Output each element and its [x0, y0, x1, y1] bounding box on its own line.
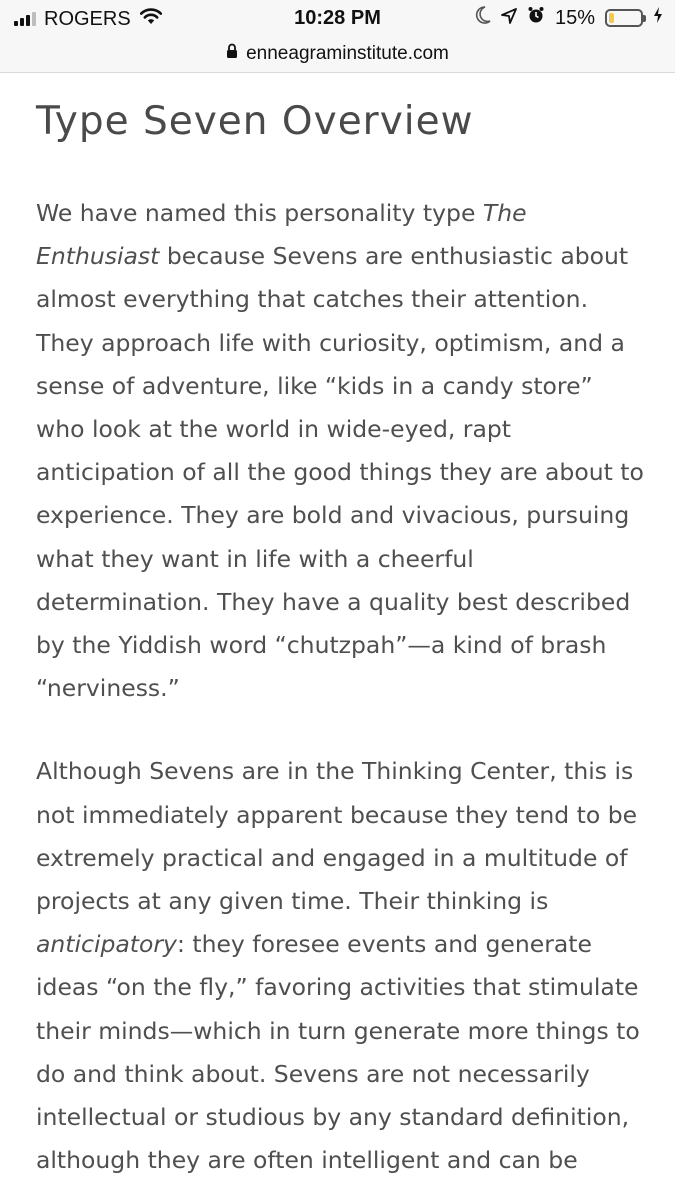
paragraph-1-emphasis: The Enthusiast [36, 199, 527, 271]
status-bar [0, 0, 675, 36]
alarm-icon [527, 6, 545, 30]
moon-icon [475, 6, 491, 30]
location-icon [501, 7, 517, 30]
page-title: Type Seven Overview [36, 99, 474, 144]
paragraph-1 [36, 192, 646, 710]
article [36, 92, 646, 1182]
paragraph-2 [36, 750, 646, 1182]
paragraph-2-text-a: Although Sevens are in the Thinking Center, this is not immediately apparent because they tend to be extremely practical and engaged in a multitude of projects at any given time. Their thinking is [36, 757, 638, 916]
paragraph-1-text-a: We have named this personality type [36, 199, 483, 227]
carrier-name: ROGERS [44, 7, 131, 30]
address-bar[interactable] [0, 36, 675, 73]
battery-fill [609, 13, 614, 23]
lock-icon [226, 43, 238, 65]
paragraph-1-text-b: because Sevens are enthusiastic about almost everything that catches their attention. They approach life with curiosity, optimism, and a sense of adventure, like “kids in a candy store” who look at the world in wide-eyed, rapt anticipation of all the good things they are about to experience. They are bold and vivacious, pursuing what they want in life with a cheerful determination. They have a quality best described by the Yiddish word “chutzpah”—a kind of brash “nerviness.” [36, 242, 644, 703]
paragraph-2-text-b: : they foresee events and generate ideas “on the fly,” favoring activities that stimulate their minds—which in turn generate more things to do and think about. Sevens are not necessarily intellectual or studious by any standard definition, although they are often intelligent and can be [36, 930, 640, 1175]
paragraph-2-emphasis: anticipatory [36, 930, 177, 959]
battery-icon [605, 9, 643, 27]
battery-percent: 15% [554, 6, 595, 29]
status-time: 10:28 PM [294, 7, 381, 29]
status-right [475, 6, 663, 30]
url-domain[interactable]: enneagraminstitute.com [246, 43, 449, 64]
charging-icon [653, 6, 663, 30]
